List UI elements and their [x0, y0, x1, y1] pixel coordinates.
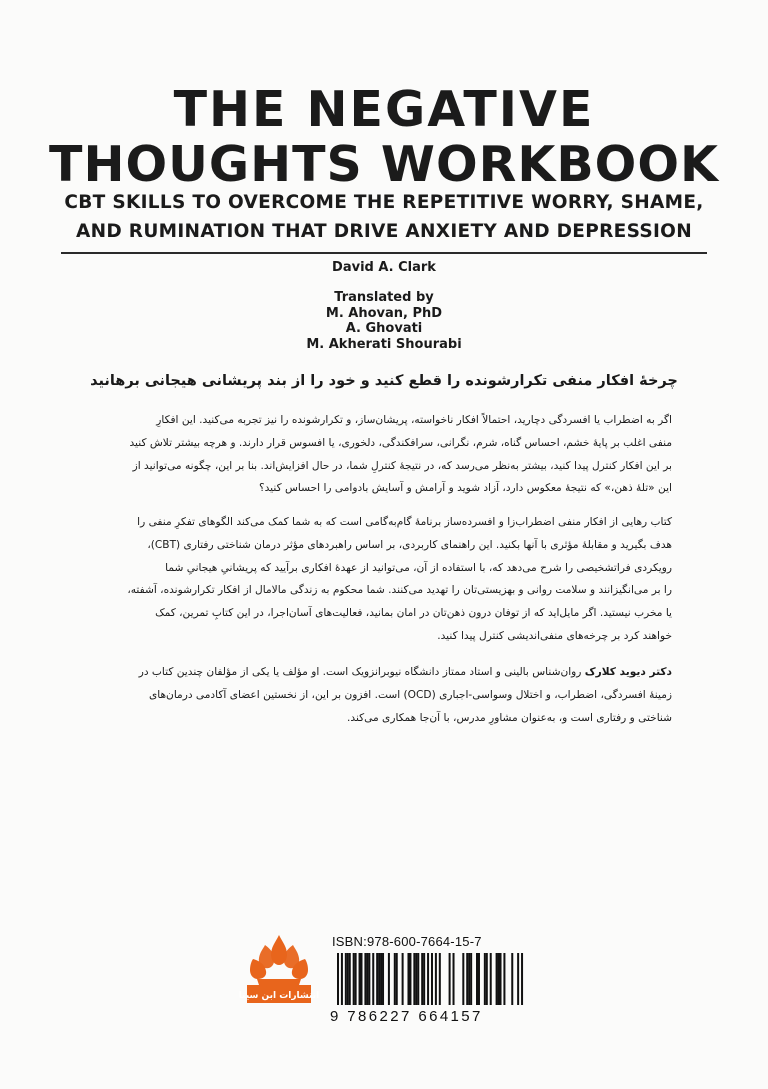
author-name: David A. Clark [332, 260, 436, 275]
translator-name: M. Ahovan, PhD [325, 305, 443, 321]
barcode-bar [476, 953, 478, 1005]
paragraph-line: منفی اغلب بر پایهٔ خشم، احساس گناه، شرم، نگرانی، سرافکندگی، دلخوری، یا افسوس قرار دارند. و هرچه بیشتر تلاش کنید [129, 436, 672, 449]
subtitle-line1: CBT SKILLS TO OVERCOME THE REPETITIVE WORRY, SHAME, [64, 192, 704, 213]
barcode-bar [478, 953, 480, 1005]
barcode-bar [366, 953, 368, 1005]
bio-first-line: روان‌شناس بالینی و استاد ممتاز دانشگاه نیوبرانزویک است. او مؤلف یا یکی از مؤلفان چندین کتاب در [138, 666, 585, 678]
barcode-bar [498, 953, 500, 1005]
barcode-bar [511, 953, 513, 1005]
barcode-bar [417, 953, 419, 1005]
barcode-bar [521, 953, 523, 1005]
translated-by-label: Translated by [334, 290, 434, 305]
isbn-label: ISBN:978-600-7664-15-7 [332, 934, 482, 949]
barcode-bar [364, 953, 366, 1005]
barcode-bar [466, 953, 468, 1005]
barcode-bar [372, 953, 374, 1005]
persian-headline: چرخهٔ افکار منفی تکرارشونده را قطع کنید و خود را از بند پریشانی هیجانی برهانید [90, 373, 678, 389]
paragraph-line: کتاب رهایی از افکار منفی اضطراب‌زا و افسرده‌ساز برنامهٔ گام‌به‌گامی است که به شما کمک می‌کند الگوهای تفکرِ منفی را [137, 516, 672, 528]
barcode-bar [380, 953, 382, 1005]
barcode-bar [407, 953, 409, 1005]
translator-credits [0, 290, 768, 352]
barcode-bar [517, 953, 519, 1005]
paragraph-line: را بر می‌انگیزانند و سلامت روانی و بهزیستی‌تان را تهدید می‌کنند. شما محکوم به زندگی مالامال از افکار تکرارشونده، آشفته، [127, 584, 672, 597]
blurb-paragraph-1 [98, 409, 672, 500]
barcode-bar [435, 953, 437, 1005]
barcode-bar [449, 953, 451, 1005]
barcode-bar [409, 953, 411, 1005]
subtitle-line2: AND RUMINATION THAT DRIVE ANXIETY AND DEPRESSION [76, 221, 692, 242]
barcode-bar [486, 953, 488, 1005]
bio-author-name: دکتر دیوید کلارک [584, 666, 672, 678]
barcode-bar [462, 953, 464, 1005]
paragraph-line: یا مخرب نیستید. اگر مایل‌اید که از توفان درون ذهن‌تان در امان بمانید، فعالیت‌های آسان‌اجرا، در این کتابِ تمرین، کمک [155, 607, 672, 620]
barcode-bar [427, 953, 429, 1005]
barcode-bar [388, 953, 390, 1005]
barcode-bar [382, 953, 384, 1005]
paragraph-line: بر این افکار کنترل پیدا کنید، بیشتر به‌نظر می‌رسد که، در نتیجهٔ کنترلِ شما، در حال افزایش‌اند. بنا بر این، چگونه می‌توانید از [132, 459, 672, 472]
barcode-bar [470, 953, 472, 1005]
barcode-bar [394, 953, 396, 1005]
paragraph-line: زمینهٔ افسردگی، اضطراب، و اختلال وسواسی-اجباری (OCD) است. افزون بر این، از نخستین اعضای آکادمی درمان‌های [148, 688, 672, 701]
barcode-icon [337, 953, 523, 1011]
barcode-bar [347, 953, 349, 1005]
barcode-bar [345, 953, 347, 1005]
paragraph-line: رویکردی فراتشخیصی را شرح می‌دهد که، با استفاده از آن، می‌توانید از عهدهٔ افکاری برآیید که پریشانیِ هیجانیِ شما [165, 561, 672, 574]
barcode-bar [402, 953, 404, 1005]
barcode-bar [353, 953, 355, 1005]
barcode-bar [453, 953, 455, 1005]
barcode-bar [359, 953, 361, 1005]
divider-rule [61, 252, 707, 254]
book-title-line2: THOUGHTS WORKBOOK [49, 136, 719, 193]
barcode-bar [413, 953, 415, 1005]
book-title-line1: THE NEGATIVE [173, 81, 595, 138]
barcode-bar [396, 953, 398, 1005]
barcode-bar [415, 953, 417, 1005]
barcode-bar [368, 953, 370, 1005]
paragraph-line: خواهند کرد بر چرخه‌های منفی‌اندیشی کنترل پیدا کنید. [437, 629, 672, 642]
barcode-bar [423, 953, 425, 1005]
publisher-name: انتشارات ابن سینا [238, 991, 320, 1001]
paragraph-line: این «تلهٔ ذهن،» که نتیجهٔ معکوس دارد، آزاد شوید و آرامش و آسایش بادوامی را احساس کنید؟ [259, 482, 672, 495]
paragraph-line: شناختی و رفتاری است و، به‌عنوان مشاورِ مدرس، با آن‌جا همکاری می‌کند. [347, 711, 672, 724]
barcode-bar [500, 953, 502, 1005]
barcode-bar [349, 953, 351, 1005]
publisher-logo-icon [238, 927, 320, 1009]
paragraph-line: هدف بگیرید و مقابلهٔ مؤثری با آنها بکنید. این راهنمای کاربردی، بر اساس راهبردهای مؤثر درمان شناختی رفتاری (CBT)، [147, 538, 672, 551]
barcode-bar [468, 953, 470, 1005]
barcode-bar [378, 953, 380, 1005]
barcode-bar [337, 953, 339, 1005]
paragraph-line: اگر به اضطراب یا افسردگی دچارید، احتمالاً افکار ناخواسته، پریشان‌ساز، و تکرارشونده را نیز تجربه می‌کنید. این افکارِ [156, 414, 672, 426]
barcode-bar [503, 953, 505, 1005]
barcode-bar [376, 953, 378, 1005]
barcode-bar [490, 953, 492, 1005]
barcode-bar [496, 953, 498, 1005]
barcode-bar [431, 953, 433, 1005]
barcode-bar [439, 953, 441, 1005]
translator-name: A. Ghovati [345, 321, 423, 336]
barcode-bar [484, 953, 486, 1005]
barcode-bar [360, 953, 362, 1005]
translator-name: M. Akherati Shourabi [306, 336, 462, 352]
barcode-bar [341, 953, 343, 1005]
paragraph-line [98, 661, 672, 684]
barcode-bar [421, 953, 423, 1005]
blurb-paragraph-2 [98, 511, 672, 648]
barcode-digits: 9 786227 664157 [330, 1008, 483, 1025]
barcode-bar [355, 953, 357, 1005]
author-bio-paragraph [98, 661, 672, 729]
